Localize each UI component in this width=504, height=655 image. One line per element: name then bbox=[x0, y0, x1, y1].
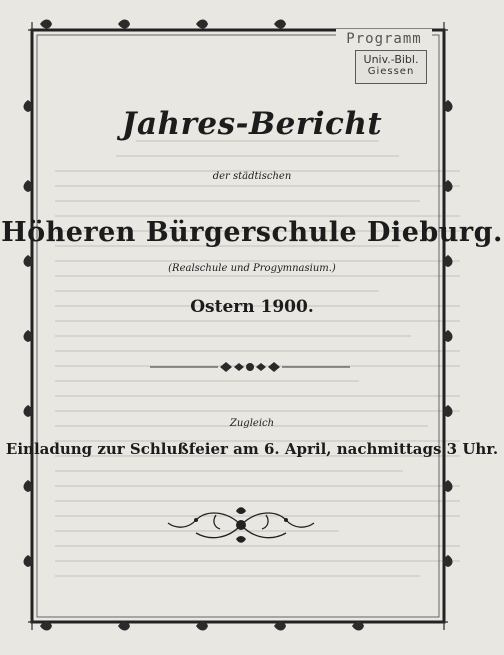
school-type: (Realschule und Progymnasium.) bbox=[168, 263, 336, 274]
program-stamp: Programm bbox=[336, 29, 432, 49]
divider-ornament bbox=[150, 359, 350, 375]
library-stamp-line1: Univ.-Bibl. bbox=[363, 53, 419, 66]
report-title: Jahres-Bericht bbox=[121, 106, 383, 142]
subtitle: der städtischen bbox=[212, 171, 292, 182]
library-stamp-line2: Giessen bbox=[367, 66, 415, 77]
invitation-line: Einladung zur Schlußfeier am 6. April, nachmittags 3 Uhr. bbox=[5, 440, 499, 458]
library-stamp bbox=[355, 50, 427, 84]
school-name: Höheren Bürgerschule Dieburg. bbox=[1, 217, 503, 248]
floral-vignette-ornament bbox=[166, 505, 316, 545]
report-date: Ostern 1900. bbox=[190, 297, 314, 317]
also-label: Zugleich bbox=[229, 418, 275, 429]
